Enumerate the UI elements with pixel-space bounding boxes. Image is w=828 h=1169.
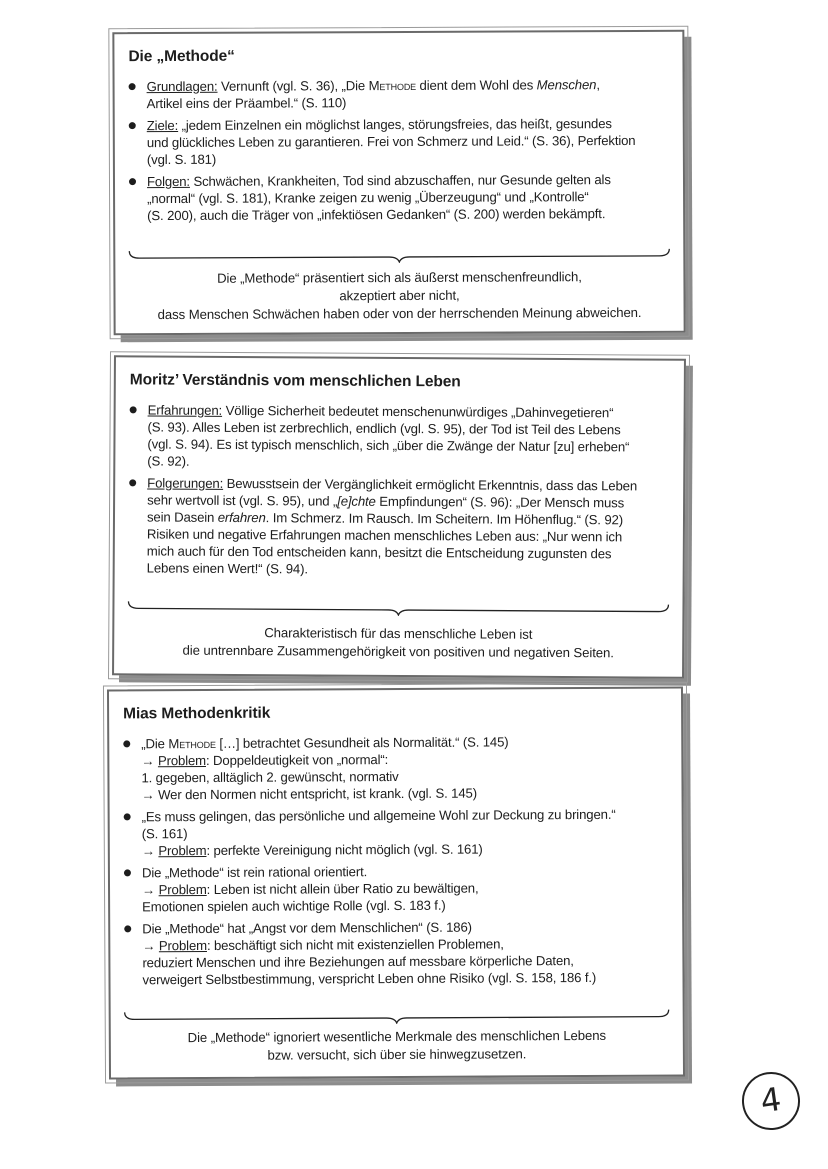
item-line: „Die Methode […] betrachtet Gesundheit als Normalität.“ (S. 145): [141, 734, 509, 752]
list-item: [124, 806, 670, 860]
item-line: sehr wertvoll ist (vgl. S. 95), und „[e]chte Empfindungen“ (S. 96): „Der Mensch muss: [147, 492, 625, 511]
bullet-icon: [123, 740, 130, 747]
bullet-icon: [124, 813, 131, 820]
item-line: Lebens einen Wert!“ (S. 94).: [146, 560, 308, 577]
item-line: Emotionen spielen auch wichtige Rolle (vgl. S. 183 f.): [142, 897, 446, 915]
item-line: „normal“ (vgl. S. 181), Kranke zeigen zu wenig „Überzeugung“ und „Kontrolle“: [147, 189, 589, 207]
bullet-icon: [130, 406, 137, 413]
item-line: (vgl. S. 181): [146, 151, 217, 168]
brace-divider: [123, 1009, 671, 1026]
conclusion-line: bzw. versucht, sich über sie hinwegzusetzen.: [267, 1046, 527, 1063]
item-line: und glückliches Leben zu garantieren. Frei von Schmerz und Leid.“ (S. 36), Perfektion: [146, 132, 636, 151]
bullet-icon: [129, 122, 136, 129]
bullet-icon: [124, 925, 131, 932]
item-line: Risiken und negative Erfahrungen machen menschliches Leben aus: „Nur wenn ich: [146, 526, 623, 545]
conclusion-line: die untrennbare Zusammengehörigkeit von positiven und negativen Seiten.: [182, 642, 614, 661]
item-line: → Problem: perfekte Vereinigung nicht möglich (vgl. S. 161): [141, 841, 483, 859]
item-line: Folgen: Schwächen, Krankheiten, Tod sind abzuschaffen, nur Gesunde gelten als: [146, 172, 611, 190]
item-label: Grundlagen:: [146, 78, 218, 95]
conclusion-text: [124, 623, 672, 662]
conclusion-line: Die „Methode“ ignoriert wesentliche Merkmale des menschlichen Lebens: [187, 1027, 607, 1046]
item-line: Die „Methode“ hat „Angst vor dem Menschlichen“ (S. 186): [142, 919, 472, 937]
item-line: Folgerungen: Bewusstsein der Vergänglichkeit ermöglicht Erkenntnis, dass das Leben: [147, 475, 638, 494]
item-label: Ziele:: [146, 117, 179, 134]
methode-box: [112, 30, 685, 335]
brace-divider: [127, 248, 671, 264]
item-line: 1. gegeben, alltäglich 2. gewünscht, normativ: [141, 768, 399, 786]
moritz-box: [112, 355, 686, 678]
item-line: → Problem: Doppeldeutigkeit von „normal“:: [141, 752, 389, 769]
conclusion-text: [125, 268, 673, 324]
conclusion-text: [121, 1027, 673, 1066]
list-item: [129, 115, 671, 168]
item-line: Ziele: „jedem Einzelnen ein möglichst langes, störungsfreies, das heißt, gesundes: [146, 116, 612, 134]
item-line: „Es muss gelingen, das persönliche und allgemeine Wohl zur Deckung zu bringen.“: [141, 806, 616, 825]
item-line: Die „Methode“ ist rein rational orientiert.: [141, 864, 368, 881]
item-line: (S. 93). Alles Leben ist zerbrechlich, endlich (vgl. S. 95), der Tod ist Teil des Lebens: [147, 419, 621, 438]
item-line: Erfahrungen: Völlige Sicherheit bedeutet menschenunwürdiges „Dahinvegetieren“: [147, 402, 614, 421]
item-label: Erfahrungen:: [147, 402, 223, 418]
item-line: → Problem: beschäftigt sich nicht mit existenziellen Problemen,: [142, 936, 504, 954]
box-title: Die „Methode“: [128, 47, 235, 66]
bullet-icon: [129, 479, 136, 486]
item-line: → Wer den Normen nicht entspricht, ist krank. (vgl. S. 145): [141, 785, 477, 803]
box-title: Mias Methodenkritik: [123, 704, 271, 723]
item-line: (S. 92).: [147, 453, 190, 469]
brace-divider: [126, 600, 670, 617]
box-title: Moritz’ Verständnis vom menschlichen Leben: [129, 371, 461, 391]
list-item: [124, 918, 670, 989]
conclusion-line: Charakteristisch für das menschliche Leben ist: [264, 625, 533, 642]
item-line: (S. 200), auch die Träger von „infektiösen Gedanken“ (S. 200) werden bekämpft.: [147, 206, 606, 224]
bullet-list: [115, 76, 684, 224]
list-item: [129, 76, 671, 112]
item-line: → Problem: Leben ist nicht allein über Ratio zu bewältigen,: [141, 880, 479, 898]
item-line: Artikel eins der Präambel.“ (S. 110): [146, 95, 347, 112]
list-item: [124, 862, 670, 916]
item-label: Folgen:: [146, 173, 190, 190]
item-line: (vgl. S. 94). Es ist typisch menschlich, sich „über die Zwänge der Natur [zu] erheben“: [147, 436, 630, 455]
bullet-list: [115, 401, 684, 579]
bullet-icon: [124, 869, 131, 876]
bullet-icon: [129, 178, 136, 185]
list-item: [129, 401, 671, 472]
item-line: verweigert Selbstbestimmung, verspricht Leben ohne Risiko (vgl. S. 158, 186 f.): [142, 969, 597, 988]
bullet-icon: [129, 83, 136, 90]
list-item: [123, 733, 669, 804]
conclusion-line: Die „Methode“ präsentiert sich als äußerst menschenfreundlich,: [217, 269, 582, 286]
item-line: Grundlagen: Vernunft (vgl. S. 36), „Die Methode dient dem Wohl des Menschen,: [146, 77, 600, 95]
item-line: reduziert Menschen und ihre Beziehungen auf messbare körperliche Daten,: [142, 953, 574, 971]
item-line: mich auch für den Tod entscheiden kann, besitzt die Entscheidung zugunsten des: [146, 543, 612, 562]
list-item: [129, 171, 671, 224]
conclusion-line: dass Menschen Schwächen haben oder von der herrschenden Meinung abweichen.: [157, 304, 642, 323]
list-item: [129, 474, 672, 579]
item-line: sein Dasein erfahren. Im Schmerz. Im Rausch. Im Scheitern. Im Höhenflug.“ (S. 92): [146, 509, 624, 528]
mia-box: [107, 686, 685, 1079]
item-label: Folgerungen:: [147, 475, 224, 491]
conclusion-line: akzeptiert aber nicht,: [339, 287, 460, 304]
bullet-list: [109, 733, 682, 989]
item-line: (S. 161): [141, 826, 188, 842]
page-number: 4: [738, 1068, 804, 1134]
